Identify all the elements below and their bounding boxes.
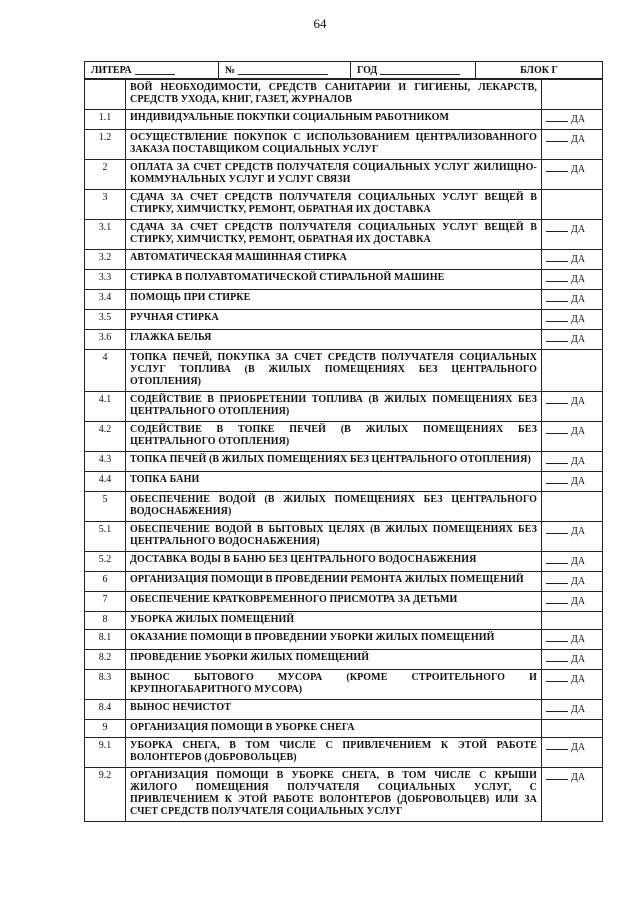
answer-cell	[542, 392, 603, 422]
answer-blank-field[interactable]	[546, 474, 568, 484]
table-row	[85, 130, 603, 160]
table-row	[85, 220, 603, 250]
year-field[interactable]	[380, 65, 460, 75]
answer-label: ДА	[571, 334, 586, 345]
answer-label: ДА	[571, 274, 586, 285]
service-description: ОРГАНИЗАЦИЯ ПОМОЩИ В УБОРКЕ СНЕГА	[126, 720, 542, 738]
answer-cell	[542, 670, 603, 700]
answer-label: ДА	[571, 742, 586, 753]
number-field[interactable]	[238, 65, 328, 75]
service-description: АВТОМАТИЧЕСКАЯ МАШИННАЯ СТИРКА	[126, 250, 542, 270]
service-description: ОБЕСПЕЧЕНИЕ ВОДОЙ (В ЖИЛЫХ ПОМЕЩЕНИЯХ БЕЗ ЦЕНТРАЛЬНОГО ВОДОСНАБЖЕНИЯ)	[126, 492, 542, 522]
row-number: 4	[85, 350, 126, 392]
service-description: ОРГАНИЗАЦИЯ ПОМОЩИ В ПРОВЕДЕНИИ РЕМОНТА ЖИЛЫХ ПОМЕЩЕНИЙ	[126, 572, 542, 592]
row-number: 8.2	[85, 650, 126, 670]
table-row	[85, 250, 603, 270]
row-number: 3.4	[85, 290, 126, 310]
row-number: 3.2	[85, 250, 126, 270]
service-description: ВЫНОС НЕЧИСТОТ	[126, 700, 542, 720]
answer-cell	[542, 522, 603, 552]
service-description: ПОМОЩЬ ПРИ СТИРКЕ	[126, 290, 542, 310]
row-number: 9.2	[85, 768, 126, 822]
answer-blank-field[interactable]	[546, 554, 568, 564]
answer-cell	[542, 220, 603, 250]
row-number: 1.2	[85, 130, 126, 160]
litera-label: ЛИТЕРА	[91, 64, 132, 76]
answer-blank-field[interactable]	[546, 424, 568, 434]
answer-label: ДА	[571, 396, 586, 407]
answer-cell	[542, 630, 603, 650]
answer-blank-field[interactable]	[546, 740, 568, 750]
answer-label: ДА	[571, 314, 586, 325]
row-number: 4.2	[85, 422, 126, 452]
year-cell	[351, 62, 476, 78]
answer-cell	[542, 422, 603, 452]
answer-cell	[542, 190, 603, 220]
row-number: 5	[85, 492, 126, 522]
answer-label: ДА	[571, 704, 586, 715]
table-row	[85, 552, 603, 572]
table-row	[85, 492, 603, 522]
answer-cell	[542, 350, 603, 392]
answer-cell	[542, 330, 603, 350]
table-row	[85, 720, 603, 738]
row-number: 3.1	[85, 220, 126, 250]
answer-blank-field[interactable]	[546, 672, 568, 682]
service-description: ВОЙ НЕОБХОДИМОСТИ, СРЕДСТВ САНИТАРИИ И ГИГИЕНЫ, ЛЕКАРСТВ, СРЕДСТВ УХОДА, КНИГ, ГАЗЕТ, ЖУРНАЛОВ	[126, 80, 542, 110]
table-row	[85, 472, 603, 492]
row-number: 8.3	[85, 670, 126, 700]
service-description: СОДЕЙСТВИЕ В ТОПКЕ ПЕЧЕЙ (В ЖИЛЫХ ПОМЕЩЕНИЯХ БЕЗ ЦЕНТРАЛЬНОГО ОТОПЛЕНИЯ)	[126, 422, 542, 452]
row-number: 5.2	[85, 552, 126, 572]
answer-cell	[542, 650, 603, 670]
answer-blank-field[interactable]	[546, 312, 568, 322]
table-row	[85, 290, 603, 310]
row-number	[85, 80, 126, 110]
table-row	[85, 522, 603, 552]
service-description: ОБЕСПЕЧЕНИЕ КРАТКОВРЕМЕННОГО ПРИСМОТРА ЗА ДЕТЬМИ	[126, 592, 542, 612]
answer-label: ДА	[571, 634, 586, 645]
answer-cell	[542, 700, 603, 720]
answer-blank-field[interactable]	[546, 252, 568, 262]
litera-cell	[85, 62, 219, 78]
answer-blank-field[interactable]	[546, 162, 568, 172]
service-description: ИНДИВИДУАЛЬНЫЕ ПОКУПКИ СОЦИАЛЬНЫМ РАБОТНИКОМ	[126, 110, 542, 130]
service-description: УБОРКА СНЕГА, В ТОМ ЧИСЛЕ С ПРИВЛЕЧЕНИЕМ К ЭТОЙ РАБОТЕ ВОЛОНТЕРОВ (ДОБРОВОЛЬЦЕВ)	[126, 738, 542, 768]
row-number: 4.1	[85, 392, 126, 422]
service-description: РУЧНАЯ СТИРКА	[126, 310, 542, 330]
service-description: ОПЛАТА ЗА СЧЕТ СРЕДСТВ ПОЛУЧАТЕЛЯ СОЦИАЛЬНЫХ УСЛУГ ЖИЛИЩНО-КОММУНАЛЬНЫХ УСЛУГ И УСЛУГ СВЯЗИ	[126, 160, 542, 190]
row-number: 3	[85, 190, 126, 220]
table-row	[85, 630, 603, 650]
service-description: ПРОВЕДЕНИЕ УБОРКИ ЖИЛЫХ ПОМЕЩЕНИЙ	[126, 650, 542, 670]
answer-blank-field[interactable]	[546, 292, 568, 302]
answer-label: ДА	[571, 426, 586, 437]
table-row	[85, 392, 603, 422]
table-row	[85, 310, 603, 330]
answer-cell	[542, 290, 603, 310]
answer-label: ДА	[571, 476, 586, 487]
answer-label: ДА	[571, 224, 586, 235]
table-row	[85, 592, 603, 612]
block-cell	[476, 62, 602, 78]
answer-cell	[542, 452, 603, 472]
answer-cell	[542, 472, 603, 492]
table-row	[85, 330, 603, 350]
answer-label: ДА	[571, 576, 586, 587]
answer-cell	[542, 572, 603, 592]
answer-label: ДА	[571, 254, 586, 265]
row-number: 5.1	[85, 522, 126, 552]
answer-blank-field[interactable]	[546, 332, 568, 342]
answer-cell	[542, 552, 603, 572]
table-row	[85, 80, 603, 110]
service-description: ДОСТАВКА ВОДЫ В БАНЮ БЕЗ ЦЕНТРАЛЬНОГО ВОДОСНАБЖЕНИЯ	[126, 552, 542, 572]
answer-cell	[542, 250, 603, 270]
answer-cell	[542, 738, 603, 768]
answer-label: ДА	[571, 654, 586, 665]
answer-cell	[542, 592, 603, 612]
row-number: 8.1	[85, 630, 126, 650]
answer-blank-field[interactable]	[546, 272, 568, 282]
answer-cell	[542, 270, 603, 290]
row-number: 3.3	[85, 270, 126, 290]
row-number: 7	[85, 592, 126, 612]
answer-blank-field[interactable]	[546, 524, 568, 534]
table-row	[85, 768, 603, 822]
answer-label: ДА	[571, 526, 586, 537]
service-description: УБОРКА ЖИЛЫХ ПОМЕЩЕНИЙ	[126, 612, 542, 630]
row-number: 8.4	[85, 700, 126, 720]
answer-label: ДА	[571, 164, 586, 175]
answer-cell	[542, 768, 603, 822]
service-description: ГЛАЖКА БЕЛЬЯ	[126, 330, 542, 350]
service-description: СДАЧА ЗА СЧЕТ СРЕДСТВ ПОЛУЧАТЕЛЯ СОЦИАЛЬНЫХ УСЛУГ ВЕЩЕЙ В СТИРКУ, ХИМЧИСТКУ, РЕМОНТ, ОБРАТНАЯ ИХ ДОСТАВКА	[126, 190, 542, 220]
services-table	[84, 79, 603, 822]
service-description: СТИРКА В ПОЛУАВТОМАТИЧЕСКОЙ СТИРАЛЬНОЙ МАШИНЕ	[126, 270, 542, 290]
service-description: ОБЕСПЕЧЕНИЕ ВОДОЙ В БЫТОВЫХ ЦЕЛЯХ (В ЖИЛЫХ ПОМЕЩЕНИЯХ БЕЗ ЦЕНТРАЛЬНОГО ВОДОСНАБЖЕНИЯ)	[126, 522, 542, 552]
answer-blank-field[interactable]	[546, 132, 568, 142]
row-number: 6	[85, 572, 126, 592]
number-label: №	[225, 64, 236, 76]
answer-blank-field[interactable]	[546, 394, 568, 404]
service-description: ОРГАНИЗАЦИЯ ПОМОЩИ В УБОРКЕ СНЕГА, В ТОМ ЧИСЛЕ С КРЫШИ ЖИЛОГО ПОМЕЩЕНИЯ ПОЛУЧАТЕЛЯ СОЦИАЛЬНЫХ УСЛУГ, С ПРИВЛЕЧЕНИЕМ К ЭТОЙ РАБОТЕ ВОЛОНТЕРОВ (ДОБРОВОЛЬЦЕВ) ИЛИ ЗА СЧЕТ СРЕДСТВ ПОЛУЧАТЕЛЯ СОЦИАЛЬНЫХ УСЛУГ	[126, 768, 542, 822]
litera-field[interactable]	[135, 65, 175, 75]
form-header	[84, 61, 603, 79]
row-number: 3.6	[85, 330, 126, 350]
table-row	[85, 350, 603, 392]
row-number: 9.1	[85, 738, 126, 768]
row-number: 9	[85, 720, 126, 738]
table-row	[85, 452, 603, 472]
page-number: 64	[313, 16, 327, 31]
answer-label: ДА	[571, 674, 586, 685]
answer-blank-field[interactable]	[546, 652, 568, 662]
service-description: ОСУЩЕСТВЛЕНИЕ ПОКУПОК С ИСПОЛЬЗОВАНИЕМ ЦЕНТРАЛИЗОВАННОГО ЗАКАЗА ПОСТАВЩИКОМ СОЦИАЛЬНЫХ УСЛУГ	[126, 130, 542, 160]
answer-cell	[542, 720, 603, 738]
row-number: 4.4	[85, 472, 126, 492]
service-description: ТОПКА БАНИ	[126, 472, 542, 492]
answer-blank-field[interactable]	[546, 454, 568, 464]
row-number: 1.1	[85, 110, 126, 130]
answer-cell	[542, 130, 603, 160]
row-number: 4.3	[85, 452, 126, 472]
answer-blank-field[interactable]	[546, 770, 568, 780]
year-label: ГОД	[357, 64, 378, 76]
table-row	[85, 650, 603, 670]
answer-cell	[542, 310, 603, 330]
table-row	[85, 612, 603, 630]
answer-blank-field[interactable]	[546, 222, 568, 232]
table-row	[85, 160, 603, 190]
table-row	[85, 422, 603, 452]
table-row	[85, 738, 603, 768]
answer-label: ДА	[571, 772, 586, 783]
service-description: ТОПКА ПЕЧЕЙ, ПОКУПКА ЗА СЧЕТ СРЕДСТВ ПОЛУЧАТЕЛЯ СОЦИАЛЬНЫХ УСЛУГ ТОПЛИВА (В ЖИЛЫХ ПОМЕЩЕНИЯХ БЕЗ ЦЕНТРАЛЬНОГО ОТОПЛЕНИЯ)	[126, 350, 542, 392]
service-description: СОДЕЙСТВИЕ В ПРИОБРЕТЕНИИ ТОПЛИВА (В ЖИЛЫХ ПОМЕЩЕНИЯХ БЕЗ ЦЕНТРАЛЬНОГО ОТОПЛЕНИЯ)	[126, 392, 542, 422]
answer-cell	[542, 492, 603, 522]
answer-cell	[542, 110, 603, 130]
table-row	[85, 270, 603, 290]
answer-label: ДА	[571, 556, 586, 567]
answer-blank-field[interactable]	[546, 594, 568, 604]
answer-cell	[542, 612, 603, 630]
number-cell	[219, 62, 351, 78]
services-table-body	[85, 80, 603, 822]
answer-blank-field[interactable]	[546, 112, 568, 122]
service-description: ТОПКА ПЕЧЕЙ (В ЖИЛЫХ ПОМЕЩЕНИЯХ БЕЗ ЦЕНТРАЛЬНОГО ОТОПЛЕНИЯ)	[126, 452, 542, 472]
row-number: 3.5	[85, 310, 126, 330]
answer-cell	[542, 160, 603, 190]
answer-blank-field[interactable]	[546, 574, 568, 584]
service-description: ОКАЗАНИЕ ПОМОЩИ В ПРОВЕДЕНИИ УБОРКИ ЖИЛЫХ ПОМЕЩЕНИЙ	[126, 630, 542, 650]
answer-blank-field[interactable]	[546, 702, 568, 712]
table-row	[85, 670, 603, 700]
block-label: БЛОК Г	[520, 64, 558, 76]
row-number: 2	[85, 160, 126, 190]
answer-blank-field[interactable]	[546, 632, 568, 642]
table-row	[85, 190, 603, 220]
answer-cell	[542, 80, 603, 110]
service-description: СДАЧА ЗА СЧЕТ СРЕДСТВ ПОЛУЧАТЕЛЯ СОЦИАЛЬНЫХ УСЛУГ ВЕЩЕЙ В СТИРКУ, ХИМЧИСТКУ, РЕМОНТ, ОБРАТНАЯ ИХ ДОСТАВКА	[126, 220, 542, 250]
table-row	[85, 572, 603, 592]
answer-label: ДА	[571, 114, 586, 125]
table-row	[85, 700, 603, 720]
service-description: ВЫНОС БЫТОВОГО МУСОРА (КРОМЕ СТРОИТЕЛЬНОГО И КРУПНОГАБАРИТНОГО МУСОРА)	[126, 670, 542, 700]
row-number: 8	[85, 612, 126, 630]
answer-label: ДА	[571, 456, 586, 467]
answer-label: ДА	[571, 596, 586, 607]
table-row	[85, 110, 603, 130]
answer-label: ДА	[571, 134, 586, 145]
answer-label: ДА	[571, 294, 586, 305]
